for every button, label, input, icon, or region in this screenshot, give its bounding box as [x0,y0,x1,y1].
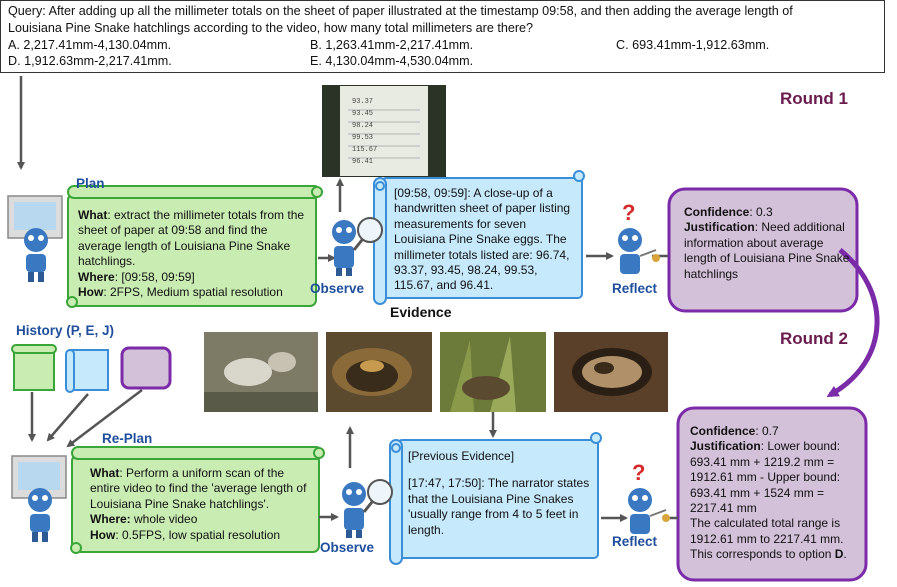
confidence-label: Confidence [690,424,756,438]
option-a: A. 2,217.41mm-4,130.04mm. [8,38,172,52]
paper-number: 99.53 [352,134,374,142]
video-frame-3 [440,332,546,412]
round-2-label: Round 2 [780,329,848,348]
plan-how-label: How [78,285,104,300]
video-frame-1 [204,332,318,412]
plan-where-label: Where: [90,512,131,527]
reflect-label-2: Reflect [612,534,658,549]
plan-2-text [90,466,316,543]
video-frame-2 [326,332,432,412]
history-evidence-icon [66,350,108,392]
paper-sheet-photo [322,85,446,177]
plan-what-label: What [90,466,120,480]
justification-text: : Need additional information about average length of Louisiana Pine Snake hatchlings [684,220,850,281]
history-plan-icon [12,345,56,390]
option-c: C. 693.41mm-1,912.63mm. [616,38,770,52]
robot-reflector-1 [618,200,660,274]
robot-planner-1 [8,196,62,282]
history-label: History (P, E, J) [16,323,115,338]
robot-planner-2 [12,456,66,542]
calculation-text: The calculated total range is 1912.61 mm to 2217.41 mm. This corresponds to option [690,516,844,562]
paper-number: 93.45 [352,110,374,118]
previous-evidence: [Previous Evidence] [408,449,515,463]
observe-label-1: Observe [310,281,365,296]
robot-reflector-2 [628,460,670,534]
reflect-label-1: Reflect [612,281,658,296]
confidence-value: : 0.3 [749,205,773,219]
history-judge-icon [122,348,170,388]
plan-what-label: What [78,208,108,222]
observe-label-2: Observe [320,540,375,555]
justification-label: Justification [690,439,761,454]
plan-label: Plan [76,176,105,191]
confidence-value: : 0.7 [755,424,779,438]
paper-handwriting [352,96,377,168]
paper-number: 115.67 [352,146,378,154]
plan-how-text: : 0.5FPS, low spatial resolution [115,527,281,542]
confidence-label: Confidence [684,205,750,219]
justification-text: : Lower bound: 693.41 mm + 1219.2 mm = 1912.61 mm - Upper bound: 693.41 mm + 1524 mm = 2217.41 mm [690,439,841,516]
option-d: D. 1,912.63mm-2,217.41mm. [8,54,172,68]
justification-label: Justification [684,220,755,235]
plan-how-text: : 2FPS, Medium spatial resolution [103,285,283,300]
paper-number: 96.41 [352,158,374,166]
evidence-1-text: [09:58, 09:59]: A close-up of a handwritten sheet of paper listing measurements for seven Louisiana Pine Snake eggs. The millimeter totals listed are: 96.74, 93.37, 93.45, 98.24, 99.53, 115.67, and 96.41. [394,186,571,293]
plan-where-label: Where [78,269,115,284]
plan-where-text: whole video [130,512,198,527]
plan-where-text: : [09:58, 09:59] [114,269,195,284]
plan-what-text: : extract the millimeter totals from the sheet of paper at 09:58 and find the average length of Louisiana Pine Snake hatchlings. [78,208,305,269]
evidence-label: Evidence [390,304,452,320]
judge-2-text [690,424,862,563]
paper-number: 98.24 [352,122,374,130]
judge-1-text [684,205,850,282]
plan-what-text: : Perform a uniform scan of the entire video to find the 'average length of Louisiana Pine Snake hatchlings'. [90,466,307,511]
video-frame-4 [554,332,668,412]
robot-observer-2 [342,480,392,538]
plan-how-label: How [90,527,116,542]
round-1-label: Round 1 [780,89,848,108]
paper-number: 93.37 [352,98,374,106]
option-e: E. 4,130.04mm-4,530.04mm. [310,54,474,68]
svg-text:?: ? [632,460,646,485]
period: . [843,547,847,562]
query-line-2: Louisiana Pine Snake hatchlings according to the video, how many total millimeters are there? [8,21,534,35]
svg-text:?: ? [622,200,636,225]
evidence-2-text [408,449,592,538]
evidence-2-body: [17:47, 17:50]: The narrator states that the Louisiana Pine Snakes 'usually range from 4 to 5 feet in length. [408,476,590,537]
query-line-1: Query: After adding up all the millimeter totals on the sheet of paper illustrated at the timestamp 09:58, and then adding the average length of [8,4,793,18]
replan-label: Re-Plan [102,431,153,446]
plan-1-text [78,208,314,300]
answer-option: D [834,547,844,562]
option-b: B. 1,263.41mm-2,217.41mm. [310,38,474,52]
